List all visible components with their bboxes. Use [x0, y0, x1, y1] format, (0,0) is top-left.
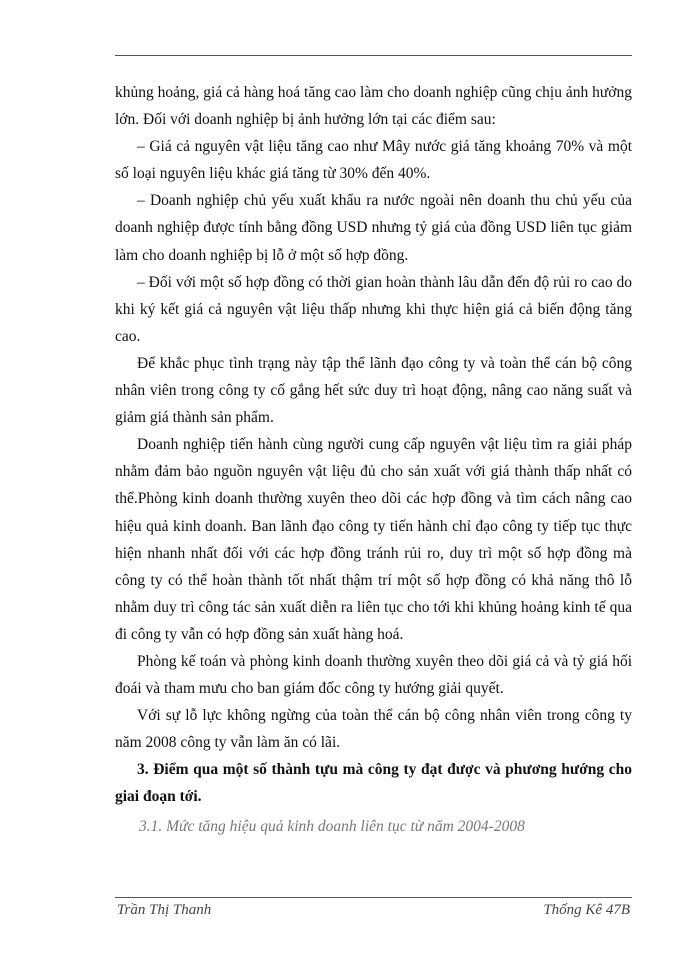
paragraph: Phòng kế toán và phòng kinh doanh thường xuyên theo dõi giá cả và tỷ giá hối đoái và tham mưu cho ban giám đốc công ty hướng giải quyết. [115, 652, 632, 698]
paragraph-continuation: khủng hoảng, giá cả hàng hoá tăng cao làm cho doanh nghiệp cũng chịu ảnh hưởng lớn. Đối với doanh nghiệp bị ảnh hưởng lớn tại các điểm sau: [115, 84, 632, 129]
bullet-item: – Giá cả nguyên vật liệu tăng cao như Mây nước giá tăng khoảng 70% và một số loại nguyên liệu khác giá tăng từ 30% đến 40%. [115, 138, 632, 183]
bullet-item: – Đối với một số hợp đồng có thời gian hoàn thành lâu dẫn đến độ rủi ro cao do khi ký kết giá cả nguyên vật liệu thấp nhưng khi thực hiện giá cả biến động tăng cao. [115, 273, 632, 345]
subsection-heading: 3.1. Mức tăng hiệu quả kinh doanh liên tục từ năm 2004-2008 [139, 817, 525, 835]
document-body [115, 79, 632, 840]
header-rule [115, 55, 632, 56]
bullet-item: – Doanh nghiệp chủ yếu xuất khẩu ra nước ngoài nên doanh thu chủ yếu của doanh nghiệp được tính bằng đồng USD nhưng tỷ giá của đồng USD liên tục giảm làm cho doanh nghiệp bị lỗ ở một số hợp đồng. [115, 192, 632, 264]
paragraph: Để khắc phục tình trạng này tập thể lãnh đạo công ty và toàn thể cán bộ công nhân viên trong công ty cố gắng hết sức duy trì hoạt động, nâng cao năng suất và giảm giá thành sản phẩm. [115, 354, 632, 427]
paragraph: Với sự lỗ lực không ngừng của toàn thể cán bộ công nhân viên trong công ty năm 2008 công ty vẫn làm ăn có lãi. [115, 707, 632, 752]
paragraph: Doanh nghiệp tiến hành cùng người cung cấp nguyên vật liệu tìm ra giải pháp nhằm đảm bảo nguồn nguyên vật liệu đủ cho sản xuất với giá thành thấp nhất có thể.Phòng kinh doanh thường xuyên theo dõi các hợp đồng và tìm cách nâng cao hiệu quả kinh doanh. Ban lãnh đạo công ty tiến hành chỉ đạo công ty tiếp tục thực hiện nhanh nhất đối với các hợp đồng tránh rủi ro, duy trì một số hợp đồng mà công ty có thể hoàn thành tốt nhất thậm trí một số hợp đồng có khả năng thô lỗ nhằm duy trì công tác sản xuất diễn ra liên tục cho tới khi khủng hoảng kinh tế qua đi công ty vẫn có hợp đồng sản xuất hàng hoá. [115, 436, 632, 643]
footer-class: Thống Kê 47B [543, 902, 630, 918]
footer-rule [115, 897, 632, 898]
section-heading: 3. Điểm qua một số thành tựu mà công ty đạt được và phương hướng cho giai đoạn tới. [115, 761, 632, 806]
footer-author: Trần Thị Thanh [117, 902, 212, 918]
